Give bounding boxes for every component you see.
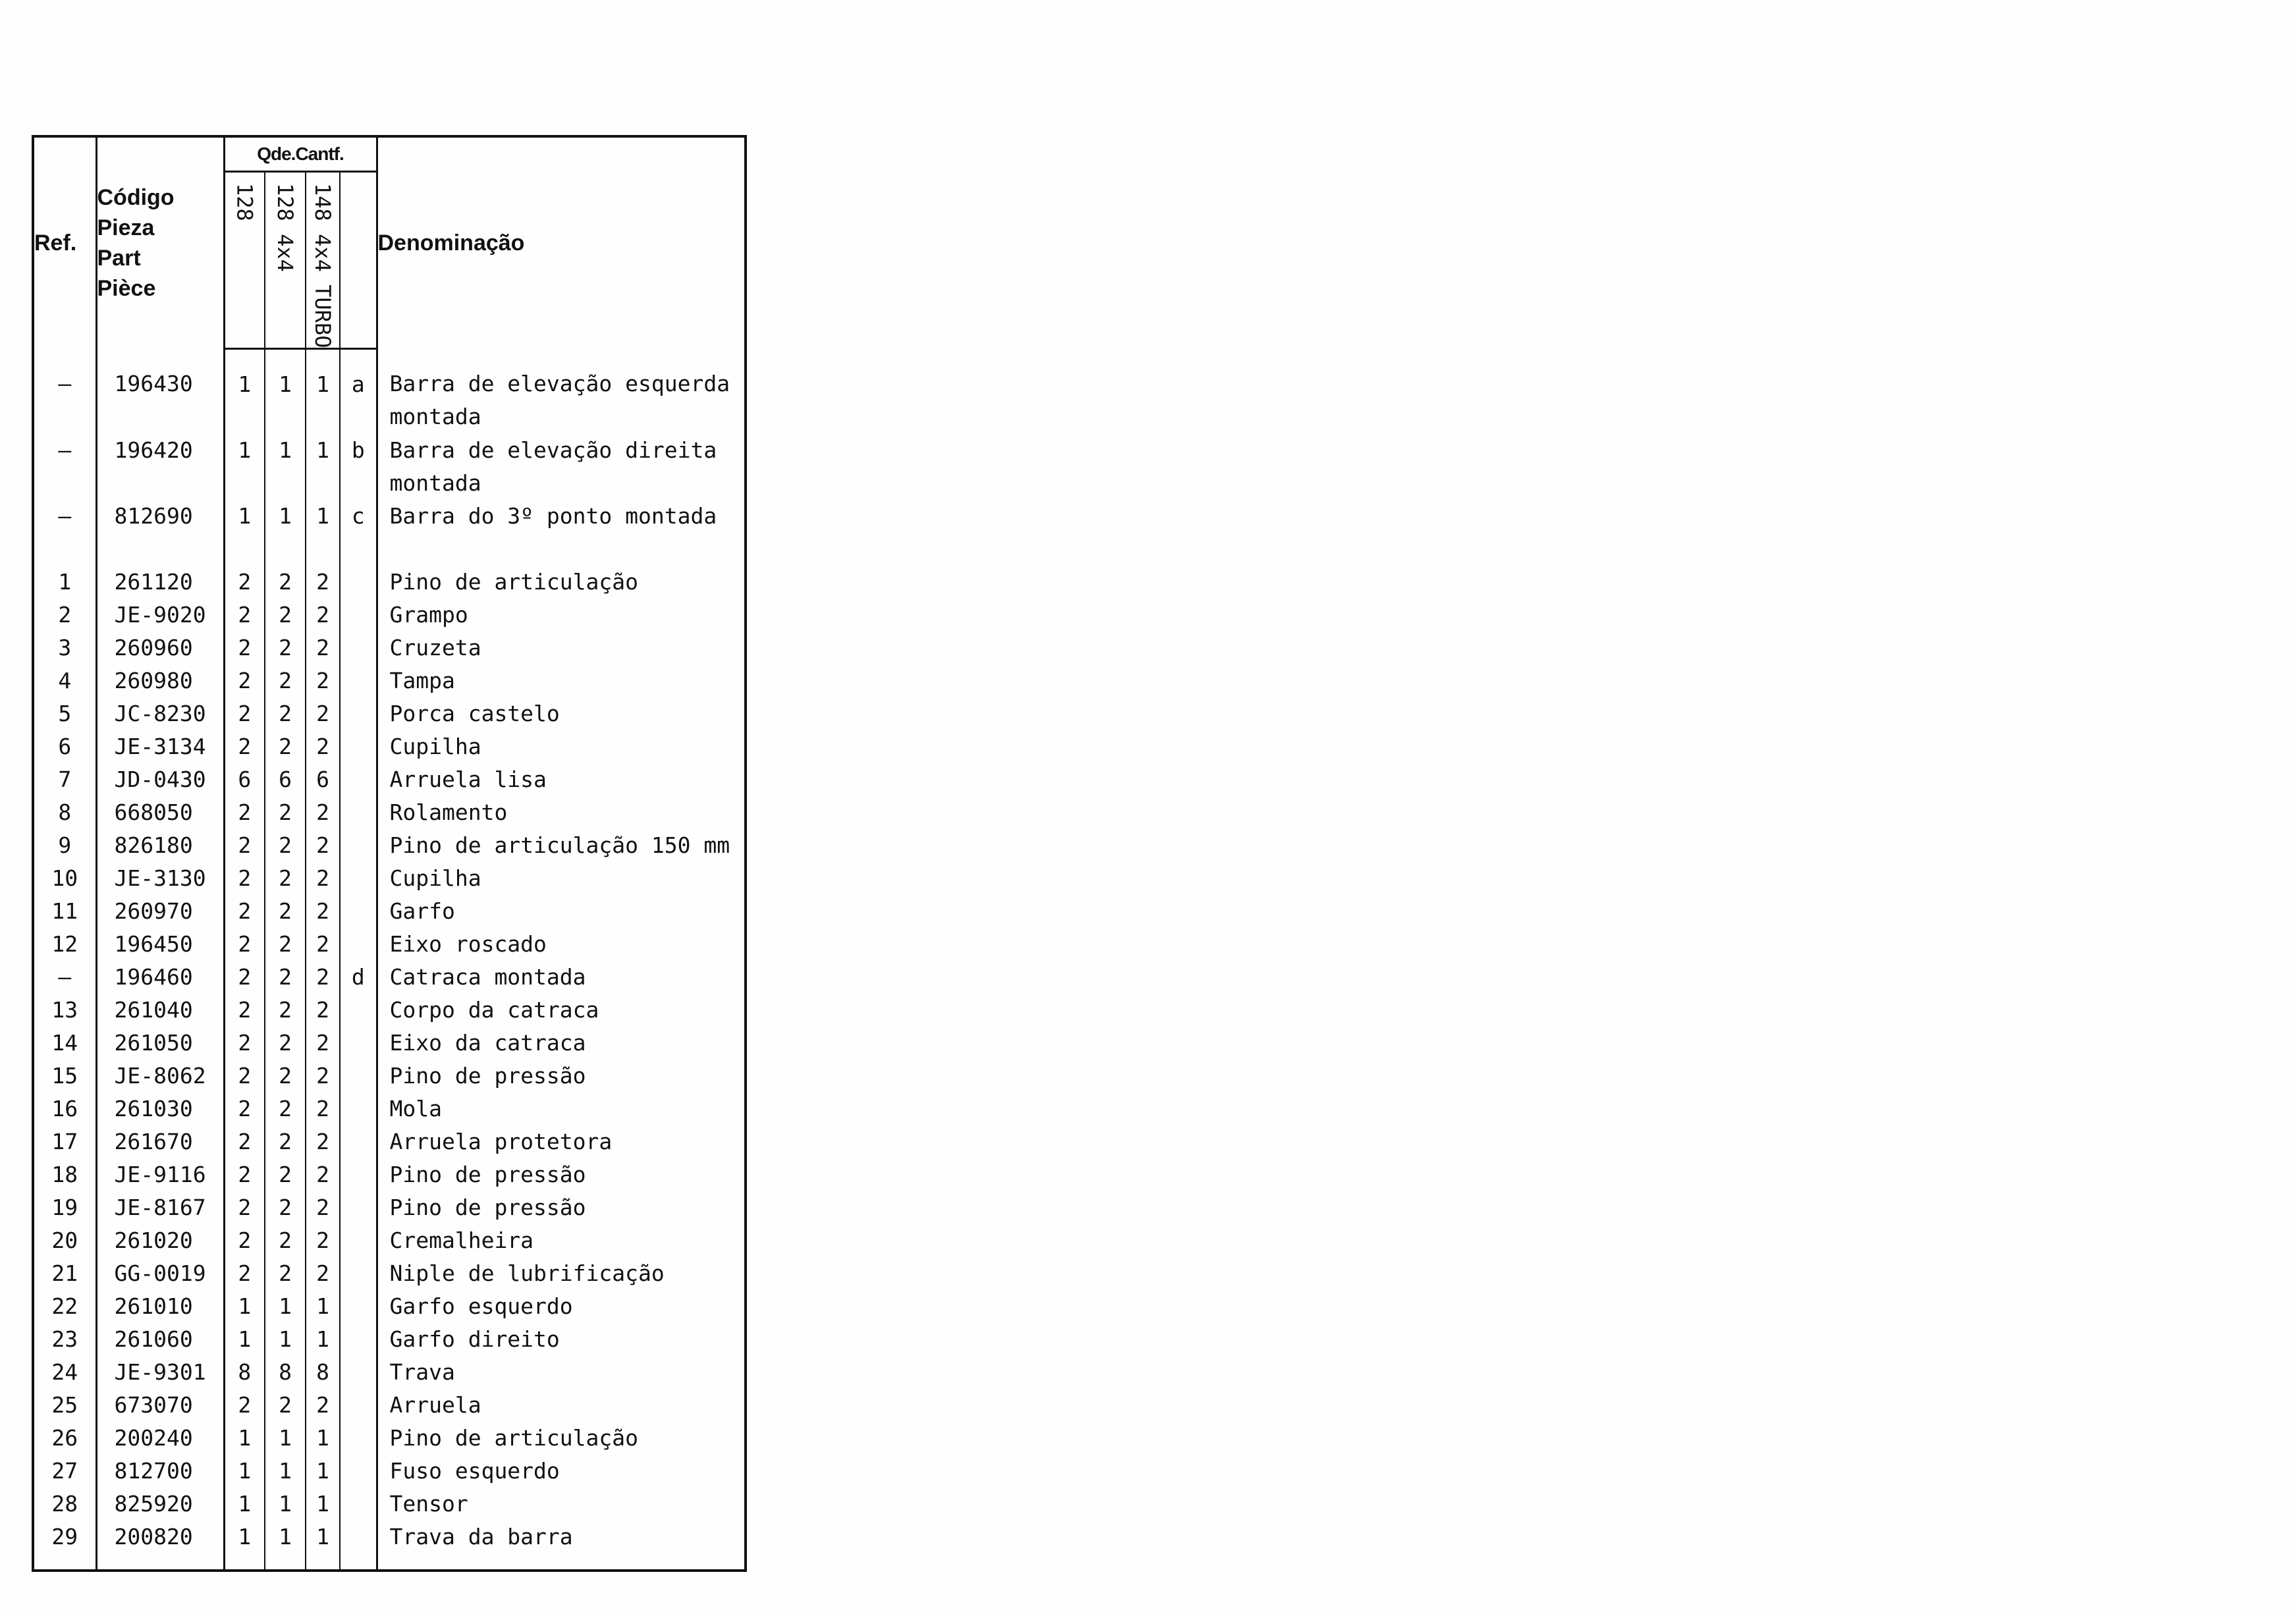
cell-qty-148-turbo: 2 (306, 1257, 340, 1290)
header-code-line: Part (97, 246, 141, 271)
cell-qty-148-turbo: 6 (306, 763, 340, 796)
cell-assembly-letter (340, 1158, 377, 1191)
spacer-cell (96, 533, 224, 566)
cell-code: JE-3130 (96, 862, 224, 895)
cell-qty-148-turbo: 2 (306, 599, 340, 632)
cell-qty-128-4x4: 1 (265, 434, 306, 500)
cell-assembly-letter (340, 1060, 377, 1092)
cell-qty-148-turbo: 2 (306, 1224, 340, 1257)
cell-qty-128-4x4: 2 (265, 994, 306, 1027)
cell-qty-128: 1 (224, 1422, 265, 1455)
cell-qty-148-turbo: 2 (306, 1158, 340, 1191)
cell-ref: – (33, 349, 96, 435)
cell-ref: 6 (33, 730, 96, 763)
cell-denomination: Pino de pressão (389, 1162, 586, 1188)
cell-assembly-letter (340, 1389, 377, 1422)
cell-assembly-letter (340, 829, 377, 862)
cell-qty-128: 2 (224, 928, 265, 961)
table-row (33, 1158, 746, 1191)
cell-ref: 27 (33, 1455, 96, 1488)
cell-denomination: Pino de articulação (389, 569, 638, 595)
cell-denomination: Tampa (389, 668, 455, 694)
cell-qty-148-turbo: 2 (306, 961, 340, 994)
header-qty-group: Qde.Cantf. (224, 136, 377, 172)
cell-denomination: Cupilha (389, 734, 481, 760)
cell-qty-128-4x4: 2 (265, 1158, 306, 1191)
cell-qty-128-4x4: 1 (265, 500, 306, 533)
cell-qty-128-4x4: 2 (265, 796, 306, 829)
cell-qty-128: 1 (224, 1290, 265, 1323)
cell-ref: 15 (33, 1060, 96, 1092)
cell-assembly-letter (340, 1323, 377, 1356)
cell-code: JE-9301 (96, 1356, 224, 1389)
table-row (33, 434, 746, 500)
cell-qty-128: 2 (224, 994, 265, 1027)
cell-denomination: Garfo direito (389, 1326, 560, 1353)
cell-qty-148-turbo: 2 (306, 697, 340, 730)
cell-ref: 20 (33, 1224, 96, 1257)
table-row (33, 1422, 746, 1455)
cell-ref: 7 (33, 763, 96, 796)
cell-assembly-letter (340, 1224, 377, 1257)
table-row (33, 796, 746, 829)
cell-assembly-letter (340, 895, 377, 928)
cell-qty-128-4x4: 2 (265, 1092, 306, 1125)
cell-assembly-letter (340, 1290, 377, 1323)
model-label: 128 (232, 183, 258, 221)
cell-assembly-letter (340, 1422, 377, 1455)
table-row (33, 1488, 746, 1521)
cell-qty-148-turbo: 2 (306, 1060, 340, 1092)
cell-assembly-letter (340, 928, 377, 961)
cell-qty-128: 8 (224, 1356, 265, 1389)
cell-code: 261050 (96, 1027, 224, 1060)
header-letter-col (340, 172, 377, 349)
cell-assembly-letter (340, 1092, 377, 1125)
cell-qty-128: 2 (224, 1125, 265, 1158)
cell-qty-128: 2 (224, 1389, 265, 1422)
cell-assembly-letter (340, 1257, 377, 1290)
cell-ref: 1 (33, 566, 96, 599)
cell-qty-148-turbo: 2 (306, 632, 340, 664)
cell-denomination: Pino de articulação 150 mm (389, 832, 730, 859)
table-row (33, 632, 746, 664)
cell-ref: 25 (33, 1389, 96, 1422)
model-label: 128 4x4 (273, 183, 298, 272)
cell-assembly-letter (340, 1455, 377, 1488)
cell-qty-148-turbo: 2 (306, 1125, 340, 1158)
table-row (33, 994, 746, 1027)
cell-qty-128: 2 (224, 566, 265, 599)
cell-ref: 18 (33, 1158, 96, 1191)
cell-qty-128-4x4: 2 (265, 566, 306, 599)
cell-qty-128: 2 (224, 1257, 265, 1290)
cell-code: 196430 (96, 349, 224, 435)
table-row (33, 566, 746, 599)
cell-qty-148-turbo: 8 (306, 1356, 340, 1389)
spacer-cell (224, 533, 265, 566)
cell-qty-128-4x4: 1 (265, 1290, 306, 1323)
cell-ref: 14 (33, 1027, 96, 1060)
cell-ref: – (33, 961, 96, 994)
cell-qty-128: 2 (224, 1224, 265, 1257)
cell-qty-148-turbo: 2 (306, 730, 340, 763)
cell-qty-128-4x4: 1 (265, 1422, 306, 1455)
cell-assembly-letter (340, 730, 377, 763)
header-model-128-4x4 (265, 172, 306, 349)
table-row (33, 1257, 746, 1290)
cell-code: JE-9116 (96, 1158, 224, 1191)
cell-code: JD-0430 (96, 763, 224, 796)
cell-ref: 11 (33, 895, 96, 928)
cell-code: JE-8167 (96, 1191, 224, 1224)
cell-qty-148-turbo: 1 (306, 1455, 340, 1488)
cell-code: 196460 (96, 961, 224, 994)
cell-ref: 5 (33, 697, 96, 730)
cell-assembly-letter (340, 599, 377, 632)
cell-assembly-letter (340, 994, 377, 1027)
cell-qty-128-4x4: 2 (265, 632, 306, 664)
cell-qty-128: 1 (224, 1521, 265, 1571)
cell-denomination: Barra de elevação esquerda montada (389, 370, 730, 429)
spacer-cell (340, 533, 377, 566)
cell-qty-128-4x4: 1 (265, 1455, 306, 1488)
cell-qty-148-turbo: 2 (306, 664, 340, 697)
cell-denomination: Catraca montada (389, 964, 586, 990)
cell-code: 261010 (96, 1290, 224, 1323)
table-row (33, 1224, 746, 1257)
cell-ref: – (33, 434, 96, 500)
cell-ref: 3 (33, 632, 96, 664)
cell-denomination: Barra do 3º ponto montada (389, 503, 717, 529)
cell-ref: 16 (33, 1092, 96, 1125)
cell-qty-128-4x4: 1 (265, 1488, 306, 1521)
table-row (33, 1521, 746, 1571)
cell-code: 261030 (96, 1092, 224, 1125)
table-row (33, 1323, 746, 1356)
table-row (33, 895, 746, 928)
cell-qty-128: 2 (224, 961, 265, 994)
header-model-128 (224, 172, 265, 349)
cell-qty-148-turbo: 1 (306, 1290, 340, 1323)
cell-ref: 26 (33, 1422, 96, 1455)
cell-qty-128: 2 (224, 796, 265, 829)
cell-ref: 21 (33, 1257, 96, 1290)
cell-denomination: Fuso esquerdo (389, 1458, 560, 1484)
cell-denomination: Porca castelo (389, 701, 560, 727)
cell-code: JE-9020 (96, 599, 224, 632)
cell-qty-128: 2 (224, 1191, 265, 1224)
cell-assembly-letter (340, 796, 377, 829)
cell-qty-128: 2 (224, 599, 265, 632)
table-row (33, 349, 746, 435)
cell-assembly-letter: b (340, 434, 377, 500)
cell-ref: 24 (33, 1356, 96, 1389)
cell-ref: 23 (33, 1323, 96, 1356)
cell-assembly-letter (340, 763, 377, 796)
cell-qty-128-4x4: 2 (265, 730, 306, 763)
cell-code: 260970 (96, 895, 224, 928)
table-row (33, 730, 746, 763)
cell-qty-128: 2 (224, 862, 265, 895)
cell-qty-128-4x4: 6 (265, 763, 306, 796)
table-row (33, 1389, 746, 1422)
cell-qty-128-4x4: 8 (265, 1356, 306, 1389)
cell-qty-128: 2 (224, 632, 265, 664)
model-label: 148 4x4 TURBO (310, 183, 335, 348)
header-model-148-4x4-turbo (306, 172, 340, 349)
cell-qty-128: 2 (224, 1027, 265, 1060)
cell-qty-128-4x4: 2 (265, 1257, 306, 1290)
cell-qty-148-turbo: 2 (306, 1027, 340, 1060)
cell-assembly-letter: c (340, 500, 377, 533)
cell-qty-128-4x4: 1 (265, 349, 306, 435)
cell-denomination: Arruela (389, 1392, 481, 1418)
cell-assembly-letter (340, 566, 377, 599)
cell-code: 668050 (96, 796, 224, 829)
cell-denomination: Arruela protetora (389, 1129, 613, 1155)
table-row (33, 961, 746, 994)
cell-code: 673070 (96, 1389, 224, 1422)
cell-code: JC-8230 (96, 697, 224, 730)
cell-ref: – (33, 500, 96, 533)
cell-qty-148-turbo: 2 (306, 566, 340, 599)
cell-denomination: Barra de elevação direita montada (389, 437, 717, 497)
header-denomination: Denominação (377, 136, 746, 349)
table-row (33, 1356, 746, 1389)
cell-denomination: Pino de pressão (389, 1195, 586, 1221)
parts-table (32, 135, 747, 1572)
cell-qty-128-4x4: 1 (265, 1521, 306, 1571)
cell-denomination: Garfo esquerdo (389, 1293, 573, 1320)
cell-denomination: Grampo (389, 602, 468, 628)
cell-code: 261670 (96, 1125, 224, 1158)
table-row (33, 1027, 746, 1060)
cell-qty-128-4x4: 2 (265, 862, 306, 895)
header-code-line: Pieza (97, 215, 155, 241)
cell-code: 812700 (96, 1455, 224, 1488)
cell-denomination: Arruela lisa (389, 767, 547, 793)
header-code (96, 136, 224, 349)
cell-code: GG-0019 (96, 1257, 224, 1290)
cell-code: 261120 (96, 566, 224, 599)
cell-denomination: Cruzeta (389, 635, 481, 661)
table-row (33, 599, 746, 632)
cell-denomination: Cupilha (389, 865, 481, 892)
cell-qty-128: 2 (224, 664, 265, 697)
cell-qty-128-4x4: 2 (265, 961, 306, 994)
cell-ref: 10 (33, 862, 96, 895)
cell-qty-148-turbo: 2 (306, 862, 340, 895)
cell-code: 260980 (96, 664, 224, 697)
spacer-cell (265, 533, 306, 566)
table-row (33, 697, 746, 730)
cell-qty-148-turbo: 2 (306, 994, 340, 1027)
cell-assembly-letter: d (340, 961, 377, 994)
cell-denomination: Niple de lubrificação (389, 1260, 665, 1287)
header-code-line: Código (97, 185, 175, 211)
cell-assembly-letter (340, 1356, 377, 1389)
cell-denomination: Mola (389, 1096, 442, 1122)
cell-denomination: Trava da barra (389, 1524, 573, 1550)
cell-qty-128-4x4: 1 (265, 1323, 306, 1356)
cell-qty-128: 2 (224, 829, 265, 862)
cell-qty-128: 1 (224, 1488, 265, 1521)
cell-qty-148-turbo: 2 (306, 796, 340, 829)
cell-assembly-letter (340, 1488, 377, 1521)
cell-qty-128-4x4: 2 (265, 1389, 306, 1422)
cell-code: JE-3134 (96, 730, 224, 763)
cell-qty-148-turbo: 2 (306, 928, 340, 961)
cell-code: 826180 (96, 829, 224, 862)
cell-qty-148-turbo: 1 (306, 1488, 340, 1521)
table-row (33, 1125, 746, 1158)
cell-ref: 9 (33, 829, 96, 862)
cell-assembly-letter (340, 1191, 377, 1224)
header-code-line: Pièce (97, 276, 156, 302)
cell-qty-148-turbo: 1 (306, 1521, 340, 1571)
cell-qty-128-4x4: 2 (265, 697, 306, 730)
cell-code: JE-8062 (96, 1060, 224, 1092)
cell-qty-128-4x4: 2 (265, 895, 306, 928)
cell-denomination: Rolamento (389, 799, 508, 826)
cell-qty-128: 6 (224, 763, 265, 796)
cell-qty-148-turbo: 2 (306, 1092, 340, 1125)
cell-assembly-letter (340, 632, 377, 664)
cell-denomination: Corpo da catraca (389, 997, 599, 1023)
cell-denomination: Eixo da catraca (389, 1030, 586, 1056)
cell-ref: 8 (33, 796, 96, 829)
cell-qty-148-turbo: 1 (306, 434, 340, 500)
cell-ref: 22 (33, 1290, 96, 1323)
cell-qty-128-4x4: 2 (265, 829, 306, 862)
table-row (33, 829, 746, 862)
cell-denomination: Eixo roscado (389, 931, 547, 957)
spacer-cell (33, 533, 96, 566)
cell-assembly-letter (340, 862, 377, 895)
cell-qty-148-turbo: 1 (306, 500, 340, 533)
cell-qty-128-4x4: 2 (265, 1125, 306, 1158)
cell-assembly-letter (340, 697, 377, 730)
cell-code: 260960 (96, 632, 224, 664)
cell-code: 196450 (96, 928, 224, 961)
cell-qty-128: 1 (224, 349, 265, 435)
cell-denomination: Cremalheira (389, 1227, 534, 1254)
cell-assembly-letter (340, 664, 377, 697)
cell-code: 200240 (96, 1422, 224, 1455)
cell-code: 200820 (96, 1521, 224, 1571)
cell-qty-128: 2 (224, 730, 265, 763)
cell-code: 261060 (96, 1323, 224, 1356)
spacer-cell (306, 533, 340, 566)
cell-qty-148-turbo: 2 (306, 895, 340, 928)
row-spacer (33, 533, 746, 566)
cell-ref: 29 (33, 1521, 96, 1571)
cell-ref: 12 (33, 928, 96, 961)
cell-qty-148-turbo: 2 (306, 1191, 340, 1224)
cell-code: 196420 (96, 434, 224, 500)
cell-qty-128-4x4: 2 (265, 599, 306, 632)
table-row (33, 1290, 746, 1323)
cell-ref: 17 (33, 1125, 96, 1158)
cell-qty-128: 1 (224, 500, 265, 533)
table-row (33, 664, 746, 697)
table-row (33, 862, 746, 895)
table-row (33, 1455, 746, 1488)
cell-denomination: Trava (389, 1359, 455, 1386)
cell-qty-148-turbo: 2 (306, 1389, 340, 1422)
table-row (33, 500, 746, 533)
cell-code: 825920 (96, 1488, 224, 1521)
cell-code: 261040 (96, 994, 224, 1027)
cell-denomination: Pino de articulação (389, 1425, 638, 1451)
cell-qty-148-turbo: 1 (306, 349, 340, 435)
cell-qty-128: 2 (224, 1158, 265, 1191)
cell-qty-148-turbo: 1 (306, 1422, 340, 1455)
cell-qty-128: 2 (224, 1060, 265, 1092)
cell-qty-148-turbo: 2 (306, 829, 340, 862)
cell-qty-148-turbo: 1 (306, 1323, 340, 1356)
cell-denomination: Tensor (389, 1491, 468, 1517)
cell-code: 812690 (96, 500, 224, 533)
cell-denomination: Pino de pressão (389, 1063, 586, 1089)
table-row (33, 1060, 746, 1092)
cell-qty-128-4x4: 2 (265, 1060, 306, 1092)
cell-assembly-letter (340, 1521, 377, 1571)
cell-qty-128-4x4: 2 (265, 1224, 306, 1257)
cell-assembly-letter: a (340, 349, 377, 435)
cell-qty-128-4x4: 2 (265, 928, 306, 961)
cell-ref: 2 (33, 599, 96, 632)
cell-code: 261020 (96, 1224, 224, 1257)
cell-ref: 4 (33, 664, 96, 697)
cell-qty-128-4x4: 2 (265, 1027, 306, 1060)
table-row (33, 763, 746, 796)
header-ref: Ref. (33, 136, 96, 349)
cell-qty-128: 1 (224, 1455, 265, 1488)
cell-qty-128: 1 (224, 434, 265, 500)
cell-qty-128: 2 (224, 697, 265, 730)
cell-ref: 13 (33, 994, 96, 1027)
table-row (33, 1092, 746, 1125)
cell-qty-128-4x4: 2 (265, 1191, 306, 1224)
table-row (33, 1191, 746, 1224)
table-row (33, 928, 746, 961)
cell-ref: 28 (33, 1488, 96, 1521)
cell-assembly-letter (340, 1125, 377, 1158)
cell-qty-128: 2 (224, 895, 265, 928)
cell-assembly-letter (340, 1027, 377, 1060)
cell-qty-128: 1 (224, 1323, 265, 1356)
cell-ref: 19 (33, 1191, 96, 1224)
spacer-cell (377, 533, 746, 566)
cell-qty-128: 2 (224, 1092, 265, 1125)
cell-denomination: Garfo (389, 898, 455, 925)
cell-qty-128-4x4: 2 (265, 664, 306, 697)
